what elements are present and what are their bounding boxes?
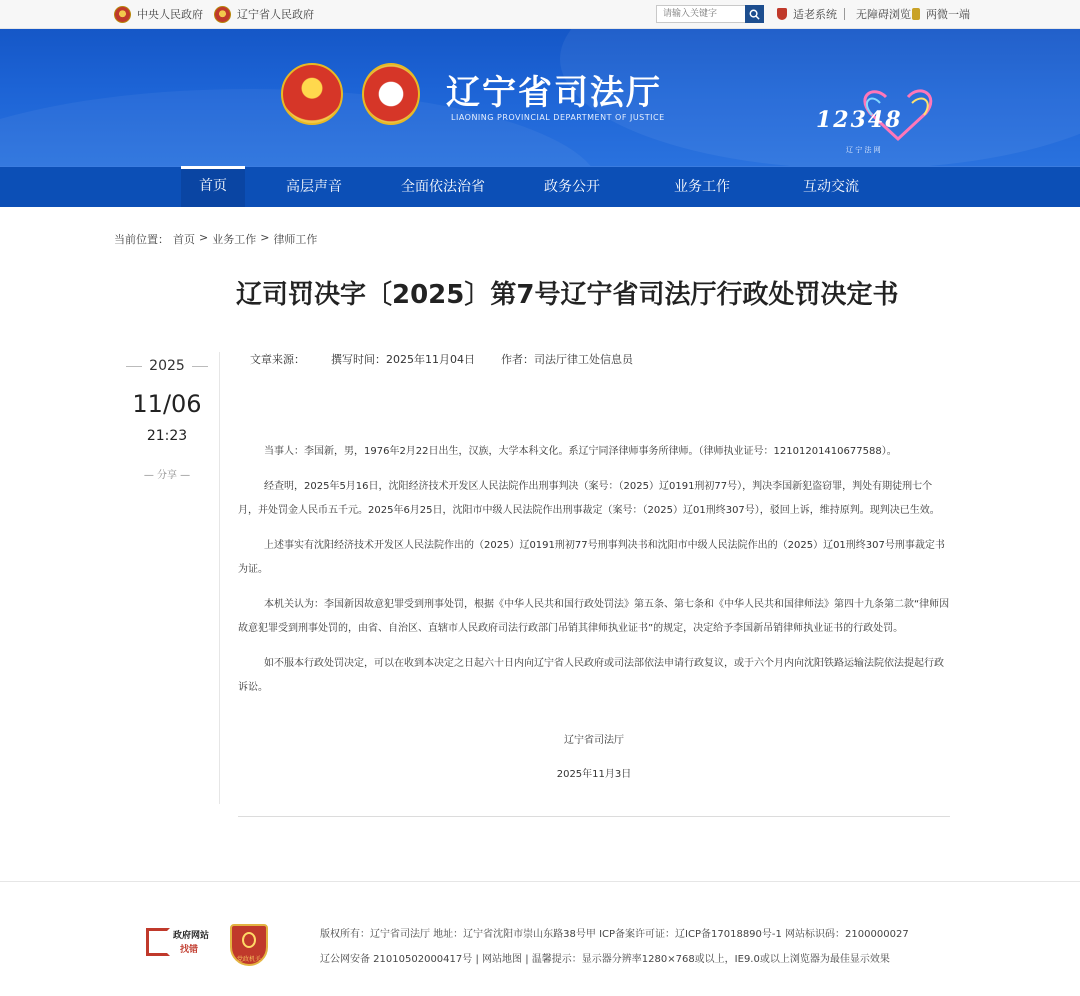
site-subtitle: LIAONING PROVINCIAL DEPARTMENT OF JUSTICE bbox=[451, 113, 665, 122]
share-button[interactable]: — 分享 — bbox=[143, 470, 191, 481]
share-label: 分享 bbox=[157, 470, 177, 481]
publish-date-column bbox=[114, 352, 220, 804]
two-micro-label: 两微一端 bbox=[926, 8, 970, 21]
two-micro-link[interactable] bbox=[912, 5, 970, 23]
nav-item-leadership-voice[interactable]: 高层声音 bbox=[286, 179, 342, 195]
divider bbox=[192, 366, 208, 367]
site-footer bbox=[0, 881, 1080, 996]
footer-info-row bbox=[320, 950, 890, 965]
nav-item-rule-of-law[interactable]: 全面依法治省 bbox=[401, 179, 485, 195]
search-icon bbox=[749, 9, 760, 20]
national-emblem-icon bbox=[114, 6, 131, 23]
article-paragraph: 如不服本行政处罚决定，可以在收到本决定之日起六十日内向辽宁省人民政府或司法部依法申请行政复议，或于六个月内向沈阳铁路运输法院依法提起行政诉讼。 bbox=[238, 658, 944, 693]
publish-month-day: 11/06 bbox=[132, 390, 202, 418]
shield-icon bbox=[777, 8, 787, 20]
party-gov-label: 党政机关 bbox=[236, 956, 261, 963]
phone-icon bbox=[912, 8, 920, 20]
article-signature: 辽宁省司法厅 bbox=[564, 735, 624, 746]
article-source: 文章来源： bbox=[250, 353, 305, 366]
accessible-label: 无障碍浏览 bbox=[856, 8, 911, 21]
magnifier-icon bbox=[146, 928, 170, 956]
breadcrumb-home[interactable]: 首页 bbox=[173, 233, 195, 246]
breadcrumb-business[interactable]: 业务工作 bbox=[212, 233, 257, 246]
central-gov-label: 中央人民政府 bbox=[137, 8, 203, 21]
age-friendly-label: 适老系统 bbox=[793, 8, 837, 21]
breadcrumb-separator: > bbox=[260, 231, 270, 244]
breadcrumb bbox=[114, 231, 317, 247]
footer-tip: 温馨提示：显示器分辨率1280×768或以上，IE9.0或以上浏览器为最佳显示效果 bbox=[531, 954, 890, 965]
party-gov-badge-link[interactable] bbox=[230, 924, 268, 966]
article-paragraph: 本机关认为：李国新因故意犯罪受到刑事处罚，根据《中华人民共和国行政处罚法》第五条、第七条和《中华人民共和国律师法》第四十九条第二款“律师因故意犯罪受到刑事处罚的，由省、自治区、直辖市人民政府司法行政部门吊销其律师执业证书”的规定，决定给予李国新吊销律师执业证书的行政处罚。 bbox=[238, 599, 950, 634]
article-sign-date: 2025年11月3日 bbox=[556, 769, 632, 780]
hotline-label: 辽 宁 法 网 bbox=[846, 146, 881, 154]
hotline-number: 12348 bbox=[816, 107, 903, 133]
article-paragraph: 当事人：李国新，男，1976年2月22日出生，汉族，大学本科文化。系辽宁同泽律师事务所律师。（律师执业证号：12101201410677588）。 bbox=[264, 446, 897, 457]
article-meta bbox=[250, 351, 633, 367]
hotline-heart-icon bbox=[816, 87, 940, 157]
national-emblem-logo bbox=[281, 63, 343, 125]
search-button[interactable] bbox=[745, 5, 764, 23]
article-paragraph: 上述事实有沈阳经济技术开发区人民法院作出的（2025）辽0191刑初77号刑事判决书和沈阳市中级人民法院作出的（2025）辽01刑终307号刑事裁定书为证。 bbox=[238, 540, 945, 575]
footer-separator: | bbox=[525, 954, 532, 965]
province-gov-link[interactable] bbox=[214, 5, 314, 23]
divider bbox=[844, 8, 845, 20]
article-write-time: 撰写时间：2025年11月04日 bbox=[331, 353, 475, 366]
article-body bbox=[238, 440, 950, 711]
nav-item-business[interactable]: 业务工作 bbox=[674, 179, 730, 195]
nav-item-home[interactable]: 首页 bbox=[181, 166, 245, 207]
publish-year: 2025 bbox=[149, 358, 185, 374]
badge-emblem-icon bbox=[242, 932, 256, 948]
article-paragraph: 经查明，2025年5月16日，沈阳经济技术开发区人民法院作出刑事判决（案号：（2025）辽0191刑初77号），判决李国新犯盗窃罪，判处有期徒刑七个月，并处罚金人民币五千元。2025年6月25日，沈阳市中级人民法院作出刑事裁定（案号：（2025）辽01刑终307号），驳回上诉，维持原判。现判决已生效。 bbox=[238, 481, 940, 516]
main-nav bbox=[0, 166, 1080, 207]
jiucuo-label: 政府网站 bbox=[173, 931, 210, 941]
national-emblem-icon bbox=[214, 6, 231, 23]
breadcrumb-separator: > bbox=[199, 231, 209, 244]
site-title[interactable]: 辽宁省司法厅 bbox=[446, 73, 662, 113]
divider bbox=[238, 816, 950, 817]
footer-copyright: 版权所有：辽宁省司法厅 地址：辽宁省沈阳市崇山东路38号甲 ICP备案许可证：辽ICP备17018890号-1 网站标识码：2100000027 bbox=[320, 929, 909, 940]
province-gov-label: 辽宁省人民政府 bbox=[237, 8, 314, 21]
article-title: 辽司罚决字〔2025〕第7号辽宁省司法厅行政处罚决定书 bbox=[236, 280, 899, 310]
article-author: 作者：司法厅律工处信息员 bbox=[501, 353, 633, 366]
central-gov-link[interactable] bbox=[114, 5, 203, 23]
age-friendly-link[interactable] bbox=[777, 5, 837, 23]
nav-item-interaction[interactable]: 互动交流 bbox=[803, 179, 859, 195]
procuratorate-badge-logo bbox=[362, 63, 420, 125]
nav-item-gov-affairs[interactable]: 政务公开 bbox=[544, 179, 600, 195]
jiucuo-sublabel: 找错 bbox=[180, 945, 199, 955]
footer-separator: | bbox=[475, 954, 483, 965]
sitemap-link[interactable]: 网站地图 bbox=[482, 954, 523, 965]
breadcrumb-lawyer[interactable]: 律师工作 bbox=[273, 233, 318, 246]
gov-site-error-report-link[interactable] bbox=[146, 927, 216, 957]
breadcrumb-prefix: 当前位置： bbox=[114, 233, 169, 246]
hotline-logo[interactable] bbox=[816, 87, 940, 157]
search-input[interactable] bbox=[656, 5, 746, 23]
accessible-link[interactable] bbox=[856, 5, 911, 23]
publish-time: 21:23 bbox=[146, 428, 188, 444]
site-banner bbox=[0, 29, 1080, 166]
top-bar bbox=[0, 0, 1080, 29]
police-record-link[interactable]: 辽公网安备 21010502000417号 bbox=[320, 954, 473, 965]
